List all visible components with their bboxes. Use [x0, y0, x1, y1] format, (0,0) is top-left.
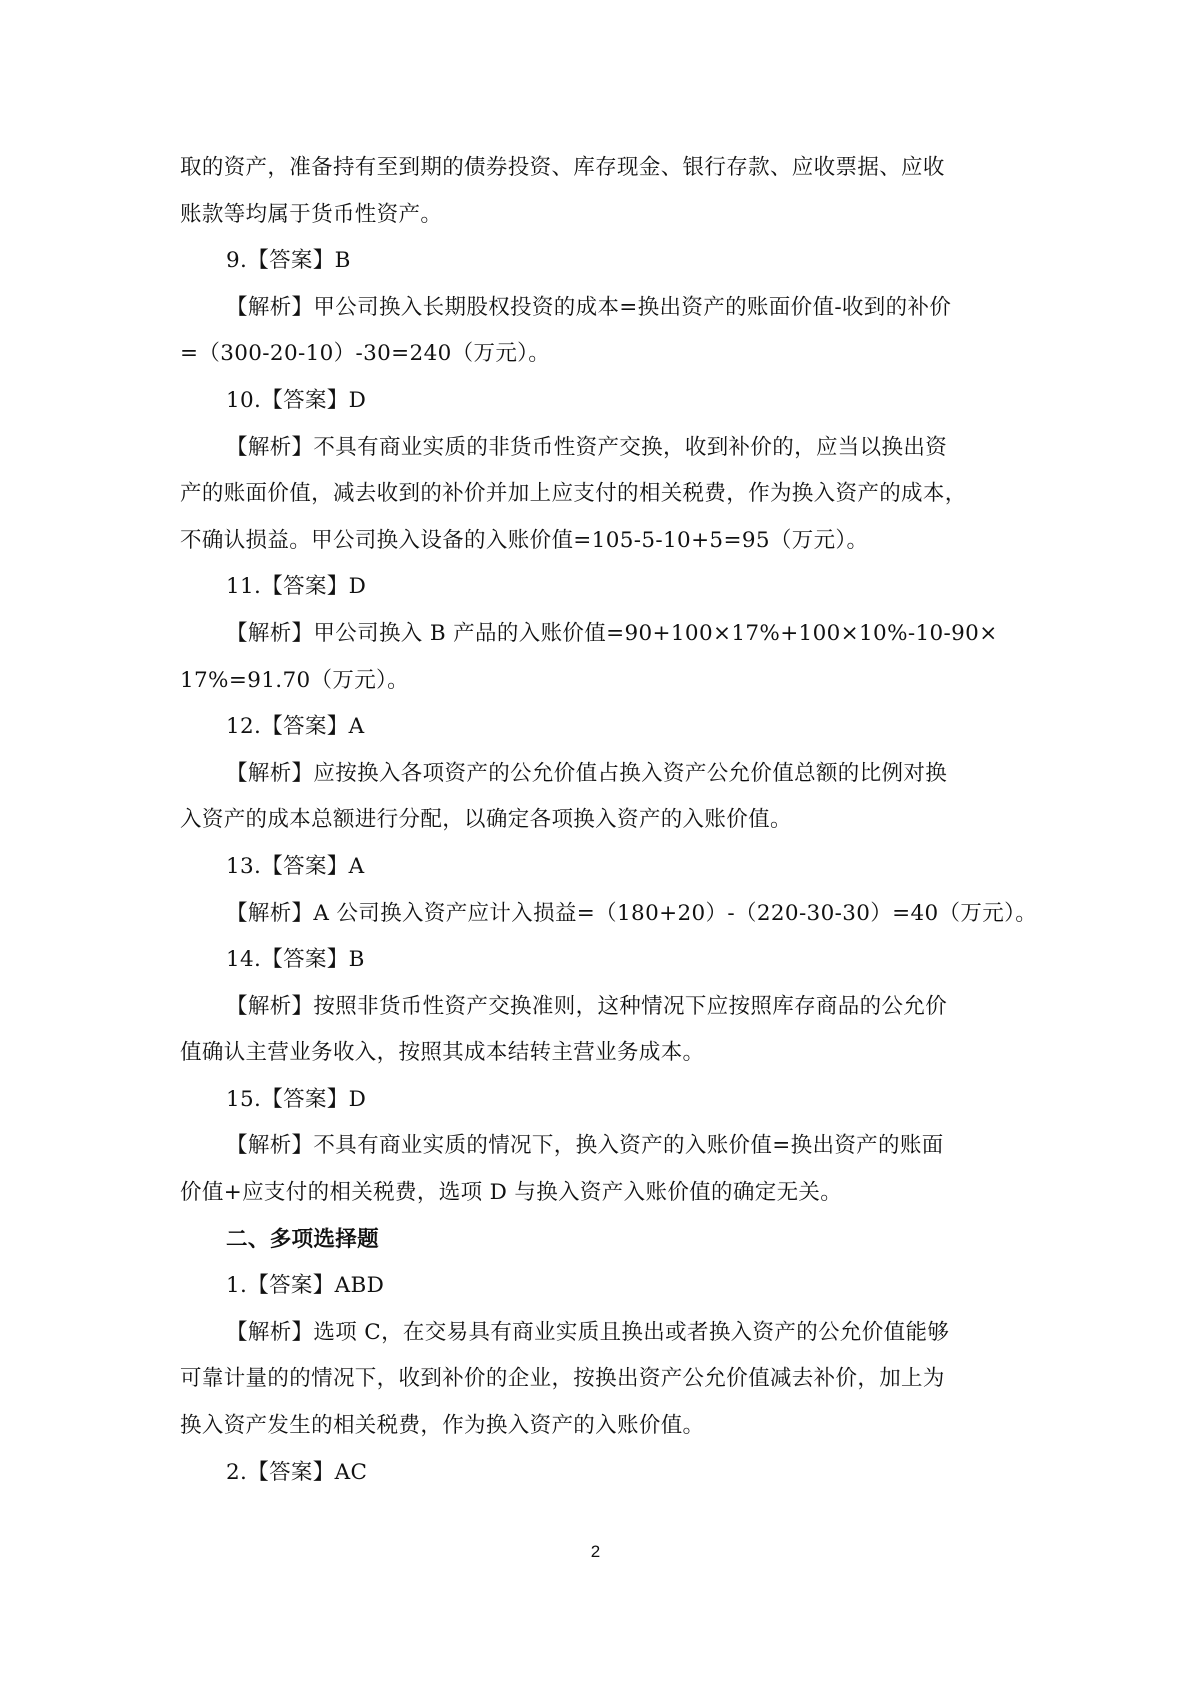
page-number: 2: [590, 1542, 601, 1561]
analysis-line: 【解析】按照非货币性资产交换准则，这种情况下应按照库存商品的公允价: [226, 993, 948, 1019]
answer-line: 10.【答案】D: [226, 387, 367, 413]
analysis-line: 【解析】不具有商业实质的非货币性资产交换，收到补价的，应当以换出资: [226, 434, 948, 460]
answer-line: 9.【答案】B: [226, 248, 351, 274]
analysis-line: 【解析】甲公司换入 B 产品的入账价值=90+100×17%+100×10%-10-90×: [226, 620, 998, 646]
text-line: 值确认主营业务收入，按照其成本结转主营业务成本。: [180, 1040, 705, 1066]
text-line: 17%=91.70（万元）。: [180, 667, 410, 693]
analysis-line: 【解析】应按换入各项资产的公允价值占换入资产公允价值总额的比例对换: [226, 760, 948, 786]
answer-line: 2.【答案】AC: [226, 1459, 368, 1485]
answer-line: 14.【答案】B: [226, 947, 365, 973]
analysis-line: 【解析】甲公司换入长期股权投资的成本=换出资产的账面价值-收到的补价: [226, 294, 952, 320]
analysis-line: 【解析】不具有商业实质的情况下，换入资产的入账价值=换出资产的账面: [226, 1133, 944, 1159]
text-line: 产的账面价值，减去收到的补价并加上应支付的相关税费，作为换入资产的成本，: [180, 481, 967, 507]
answer-line: 15.【答案】D: [226, 1086, 367, 1112]
page-content: [180, 145, 1038, 1496]
text-line: =（300-20-10）-30=240（万元）。: [180, 341, 551, 367]
text-line: 不确认损益。甲公司换入设备的入账价值=105-5-10+5=95（万元）。: [180, 527, 869, 553]
text-line: 可靠计量的的情况下，收到补价的企业，按换出资产公允价值减去补价，加上为: [180, 1366, 945, 1392]
text-line: 取的资产，准备持有至到期的债券投资、库存现金、银行存款、应收票据、应收: [180, 155, 945, 180]
analysis-line: 【解析】选项 C，在交易具有商业实质且换出或者换入资产的公允价值能够: [226, 1319, 950, 1345]
text-line: 账款等均属于货币性资产。: [180, 201, 443, 227]
analysis-line: 【解析】A 公司换入资产应计入损益=（180+20）-（220-30-30）=40（万元）。: [226, 900, 1038, 926]
text-line: 入资产的成本总额进行分配，以确定各项换入资产的入账价值。: [180, 807, 792, 833]
answer-line: 1.【答案】ABD: [226, 1273, 385, 1299]
section-heading: 二、多项选择题: [226, 1226, 379, 1252]
text-line: 价值+应支付的相关税费，选项 D 与换入资产入账价值的确定无关。: [180, 1180, 843, 1206]
answer-line: 12.【答案】A: [226, 714, 365, 740]
answer-line: 11.【答案】D: [226, 574, 367, 600]
text-line: 换入资产发生的相关税费，作为换入资产的入账价值。: [180, 1413, 705, 1439]
answer-line: 13.【答案】A: [226, 853, 365, 879]
